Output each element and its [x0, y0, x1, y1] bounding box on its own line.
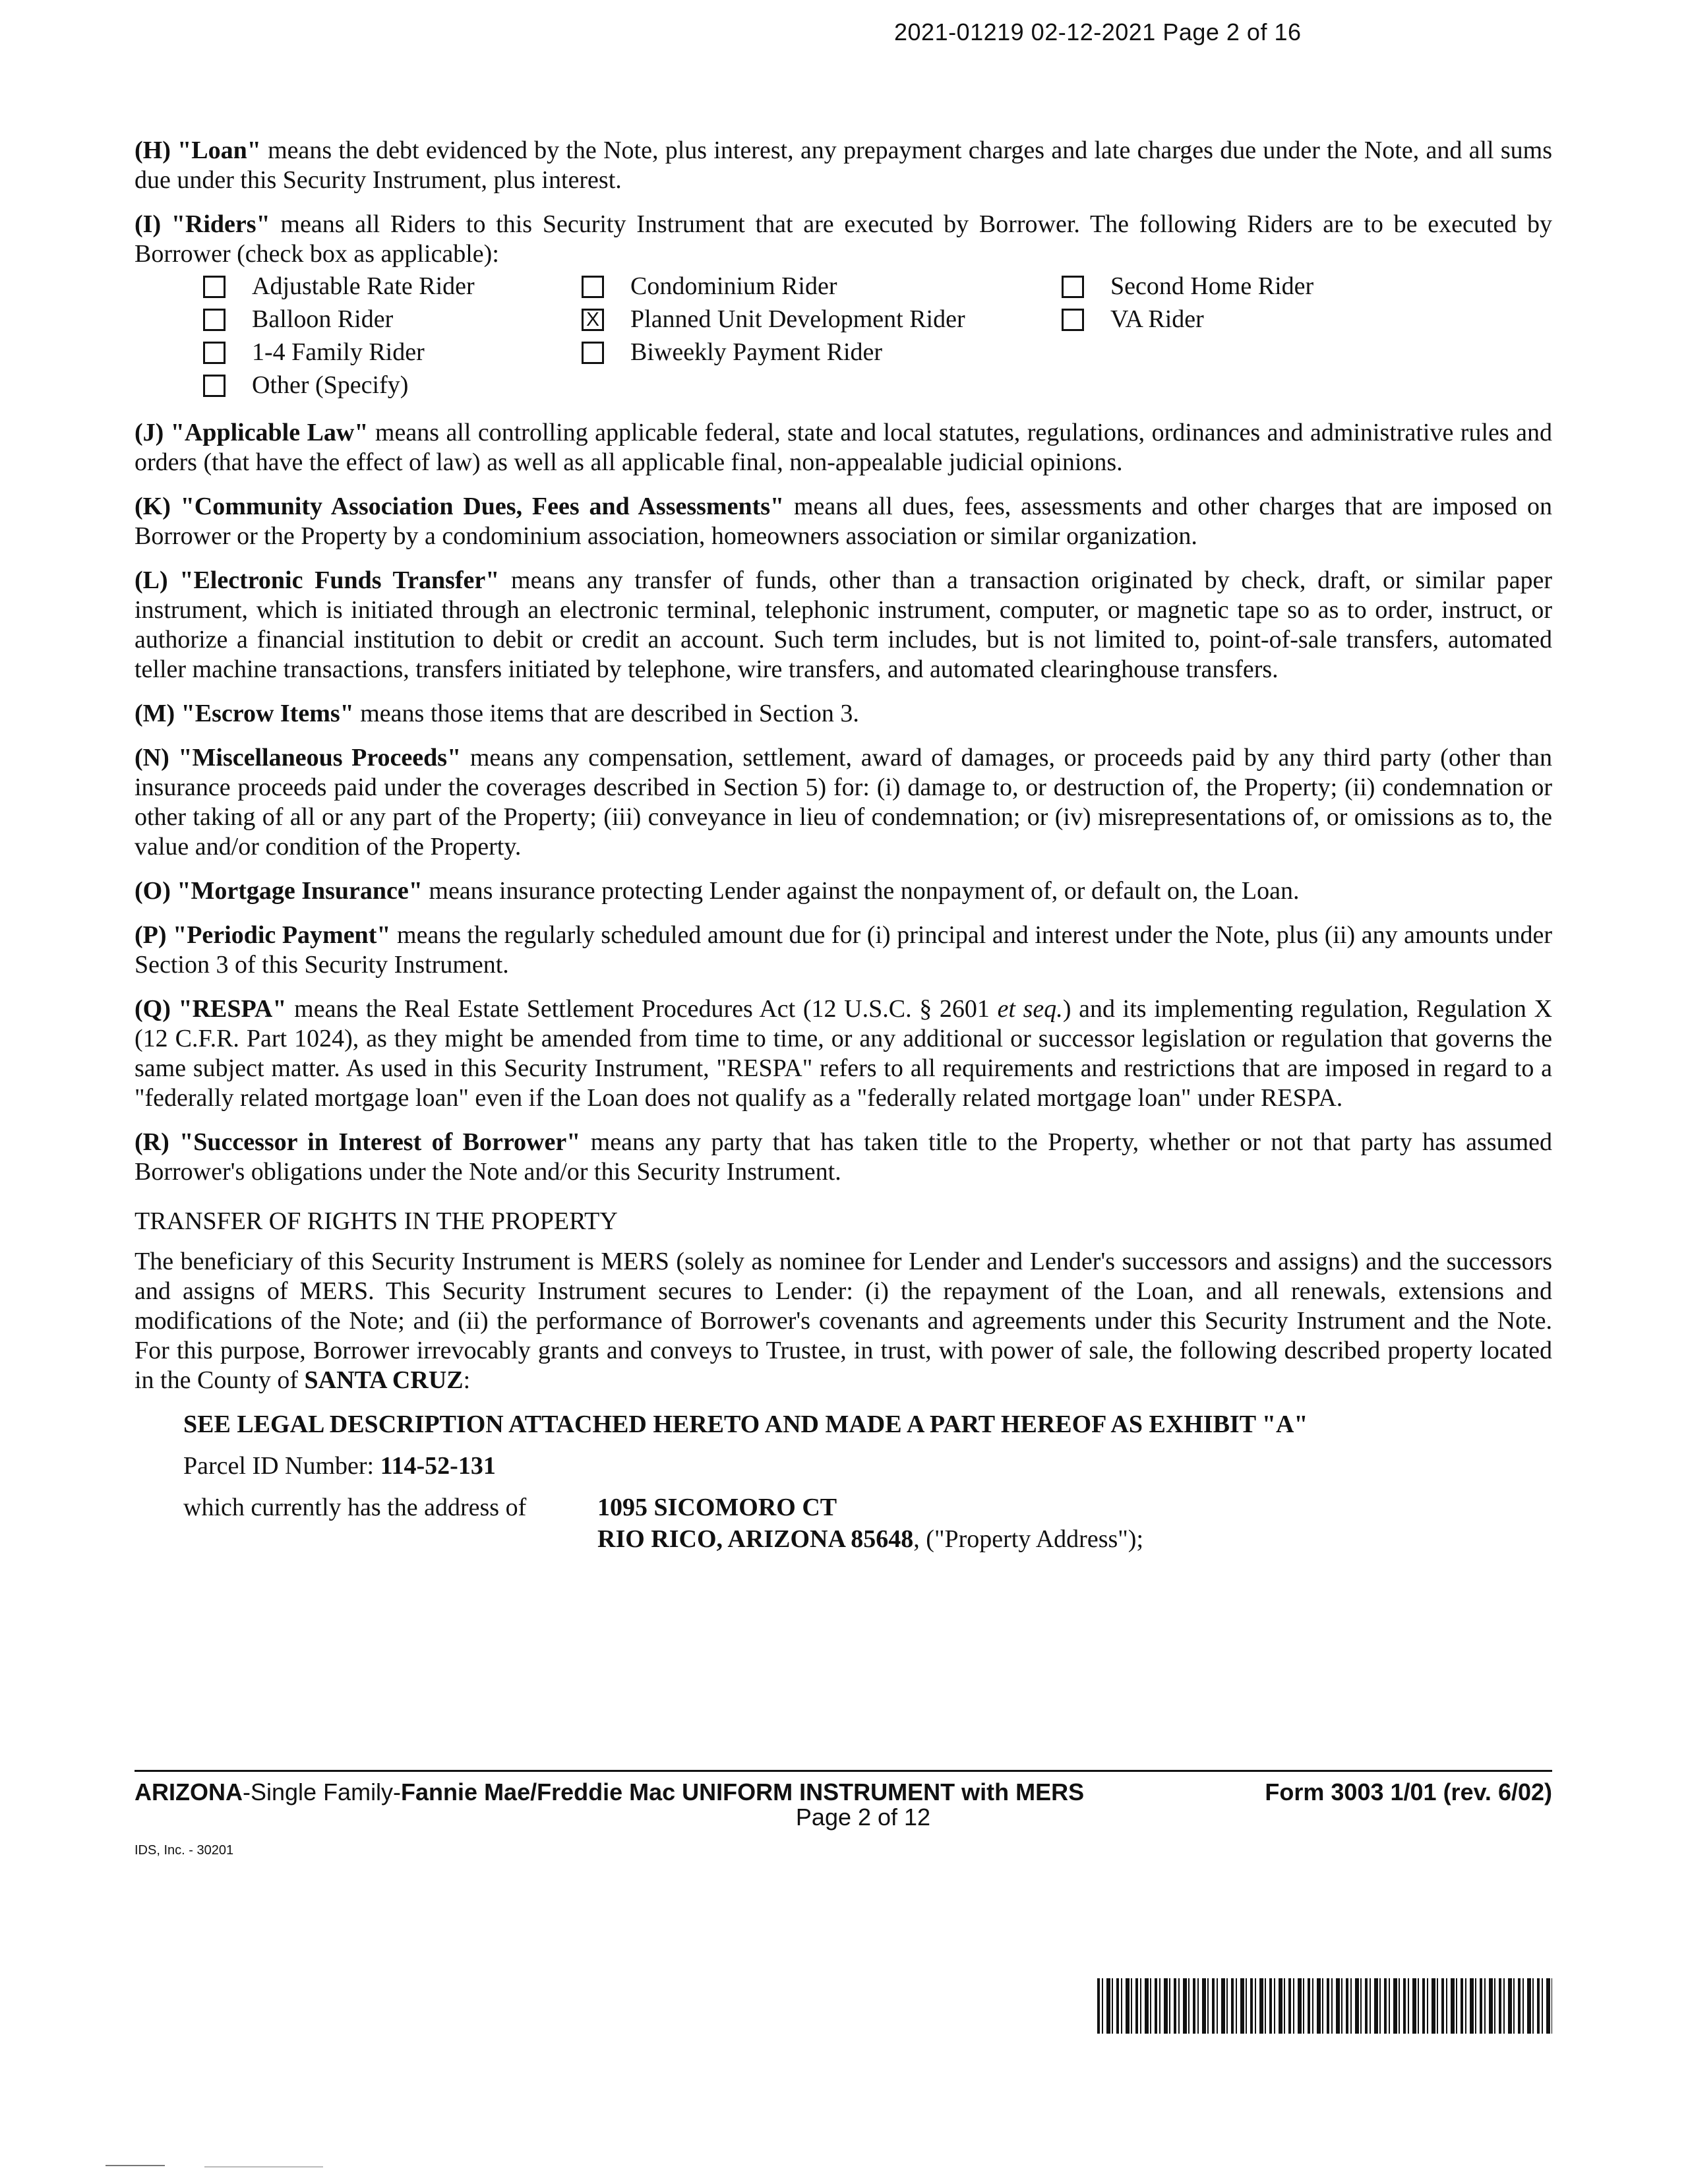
- definition-term: (J) "Applicable Law": [135, 419, 369, 446]
- address-city-state-zip: RIO RICO, ARIZONA 85648: [597, 1525, 914, 1553]
- definition-term: (H) "Loan": [135, 136, 261, 164]
- rider-checkbox-checked[interactable]: X: [582, 309, 604, 331]
- definition-term: (N) "Miscellaneous Proceeds": [135, 744, 462, 772]
- rider-label: Second Home Rider: [1110, 272, 1314, 300]
- definition-m: [135, 699, 1552, 729]
- definition-n: [135, 743, 1552, 862]
- rider-label: Balloon Rider: [252, 305, 394, 333]
- definition-p: [135, 921, 1552, 980]
- address-line-1: 1095 SICOMORO CT: [597, 1494, 837, 1521]
- definition-term: (Q) "RESPA": [135, 995, 287, 1023]
- footer-state: ARIZONA: [135, 1778, 243, 1805]
- definition-j: [135, 418, 1552, 477]
- scan-artifact: [106, 2165, 165, 2166]
- rider-checkbox[interactable]: [203, 276, 226, 298]
- definition-term: (O) "Mortgage Insurance": [135, 877, 423, 905]
- definition-text-italic: et seq.: [997, 995, 1063, 1023]
- parcel-label: Parcel ID Number:: [183, 1452, 380, 1480]
- county-name: SANTA CRUZ: [304, 1366, 464, 1394]
- rider-checkbox[interactable]: [582, 342, 604, 364]
- definition-text: means all dues, fees, assessments and other charges that are imposed on Borrower or the Property by a condominium association, homeowners association or similar organization.: [135, 493, 1552, 550]
- parcel-number: 114-52-131: [380, 1452, 496, 1480]
- footer-ids: IDS, Inc. - 30201: [135, 1843, 234, 1858]
- form-footer: [135, 1770, 1552, 1858]
- footer-form-title: [135, 1778, 1084, 1806]
- rider-checkbox[interactable]: [203, 375, 226, 397]
- definition-term: (I) "Riders": [135, 210, 270, 238]
- footer-family: -Single Family-: [243, 1778, 402, 1805]
- rider-label: VA Rider: [1110, 305, 1204, 333]
- definition-h: [135, 136, 1552, 195]
- definition-term: (R) "Successor in Interest of Borrower": [135, 1128, 581, 1156]
- rider-checkbox[interactable]: [203, 342, 226, 364]
- section-heading: TRANSFER OF RIGHTS IN THE PROPERTY: [135, 1207, 618, 1235]
- address-suffix: , ("Property Address");: [913, 1525, 1143, 1553]
- definition-text: means any compensation, settlement, award of damages, or proceeds paid by any third party (other than insurance proceeds paid under the coverages described in Section 5) for: (i) damage to, or destruction of, the Property; (ii) condemnation or other taking of all or any part of the Property; (iii) conveyance in lieu of condemnation; or (iv) misrepresentations of, or omissions as to, the value and/or condition of the Property.: [135, 744, 1552, 861]
- definition-text: ) and its implementing regulation, Regulation X (12 C.F.R. Part 1024), as they might be amended from time to time, or any additional or successor legislation or regulation that governs the same subject matter. As used in this Security Instrument, "RESPA" refers to all requirements and restrictions that are imposed in regard to a "federally related mortgage loan" even if the Loan does not qualify as a "federally related mortgage loan" under RESPA.: [135, 995, 1553, 1112]
- county-suffix: :: [463, 1366, 471, 1394]
- definition-k: [135, 492, 1552, 551]
- rider-checkbox[interactable]: [1062, 276, 1084, 298]
- legal-description: SEE LEGAL DESCRIPTION ATTACHED HERETO AND MADE A PART HEREOF AS EXHIBIT "A": [183, 1410, 1308, 1438]
- property-address: [183, 1493, 1552, 1559]
- recording-stamp: 2021-01219 02-12-2021 Page 2 of 16: [894, 18, 1302, 46]
- footer-form-number: Form 3003 1/01 (rev. 6/02): [1265, 1778, 1552, 1805]
- riders-checklist: [135, 272, 1552, 404]
- definition-term: (P) "Periodic Payment": [135, 921, 391, 949]
- footer-form-name: Fannie Mae/Freddie Mac UNIFORM INSTRUMENT with MERS: [401, 1778, 1085, 1805]
- definition-text: means all controlling applicable federal, state and local statutes, regulations, ordinances and administrative rules and orders (that have the effect of law) as well as all applicable final, non-appealable judicial opinions.: [135, 419, 1552, 476]
- rider-checkbox[interactable]: [1062, 309, 1084, 331]
- definition-text: means insurance protecting Lender against the nonpayment of, or default on, the Loan.: [422, 877, 1300, 905]
- definition-term: (L) "Electronic Funds Transfer": [135, 566, 500, 594]
- definition-text: means any party that has taken title to the Property, whether or not that party has assumed Borrower's obligations under the Note and/or this Security Instrument.: [135, 1128, 1552, 1186]
- rider-checkbox[interactable]: [582, 276, 604, 298]
- scan-artifact: [204, 2166, 323, 2168]
- definition-text: means all Riders to this Security Instrument that are executed by Borrower. The following Riders are to be executed by Borrower (check box as applicable):: [135, 210, 1552, 268]
- rider-label: Biweekly Payment Rider: [630, 338, 883, 366]
- definition-q: [135, 994, 1552, 1113]
- document-body: [135, 136, 1552, 1559]
- rider-label: Other (Specify): [252, 371, 409, 399]
- barcode-image: [1097, 1978, 1552, 2034]
- address-label: which currently has the address of: [183, 1494, 527, 1521]
- definition-l: [135, 566, 1552, 684]
- address-line-2: [597, 1525, 1143, 1554]
- transfer-paragraph: [135, 1247, 1552, 1395]
- transfer-text: The beneficiary of this Security Instrument is MERS (solely as nominee for Lender and Lender's successors and assigns) and the successors and assigns of MERS. This Security Instrument secures to Lender: (i) the repayment of the Loan, and all renewals, extensions and modifications of the Note; and (ii) the performance of Borrower's covenants and agreements under this Security Instrument and the Note. For this purpose, Borrower irrevocably grants and conveys to Trustee, in trust, with power of sale, the following described property located in the County of: [135, 1248, 1552, 1394]
- rider-label: Planned Unit Development Rider: [630, 305, 965, 333]
- rider-label: Adjustable Rate Rider: [252, 272, 475, 300]
- definition-r: [135, 1128, 1552, 1187]
- footer-rule: [135, 1770, 1552, 1772]
- definition-term: (K) "Community Association Dues, Fees and Assessments": [135, 493, 785, 520]
- definition-o: [135, 876, 1552, 906]
- definition-text: means any transfer of funds, other than a transaction originated by check, draft, or similar paper instrument, which is initiated through an electronic terminal, telephonic instrument, computer, or magnetic tape so as to order, instruct, or authorize a financial institution to debit or credit an account. Such term includes, but is not limited to, point-of-sale transfers, automated teller machine transactions, transfers initiated by telephone, wire transfers, and automated clearinghouse transfers.: [135, 566, 1552, 683]
- rider-label: Condominium Rider: [630, 272, 837, 300]
- rider-checkbox[interactable]: [203, 309, 226, 331]
- footer-form-line: [135, 1778, 1552, 1806]
- definition-term: (M) "Escrow Items": [135, 700, 354, 727]
- definition-text: means the debt evidenced by the Note, plus interest, any prepayment charges and late charges due under the Note, and all sums due under this Security Instrument, plus interest.: [135, 136, 1552, 194]
- rider-label: 1-4 Family Rider: [252, 338, 425, 366]
- definition-i: [135, 210, 1552, 269]
- definition-text: means the Real Estate Settlement Procedures Act (12 U.S.C. § 2601: [286, 995, 998, 1023]
- definition-text: means the regularly scheduled amount due for (i) principal and interest under the Note, plus (ii) any amounts under Section 3 of this Security Instrument.: [135, 921, 1553, 979]
- parcel-id: [183, 1451, 1552, 1481]
- definition-text: means those items that are described in Section 3.: [353, 700, 859, 727]
- footer-page-number: Page 2 of 12: [795, 1804, 931, 1831]
